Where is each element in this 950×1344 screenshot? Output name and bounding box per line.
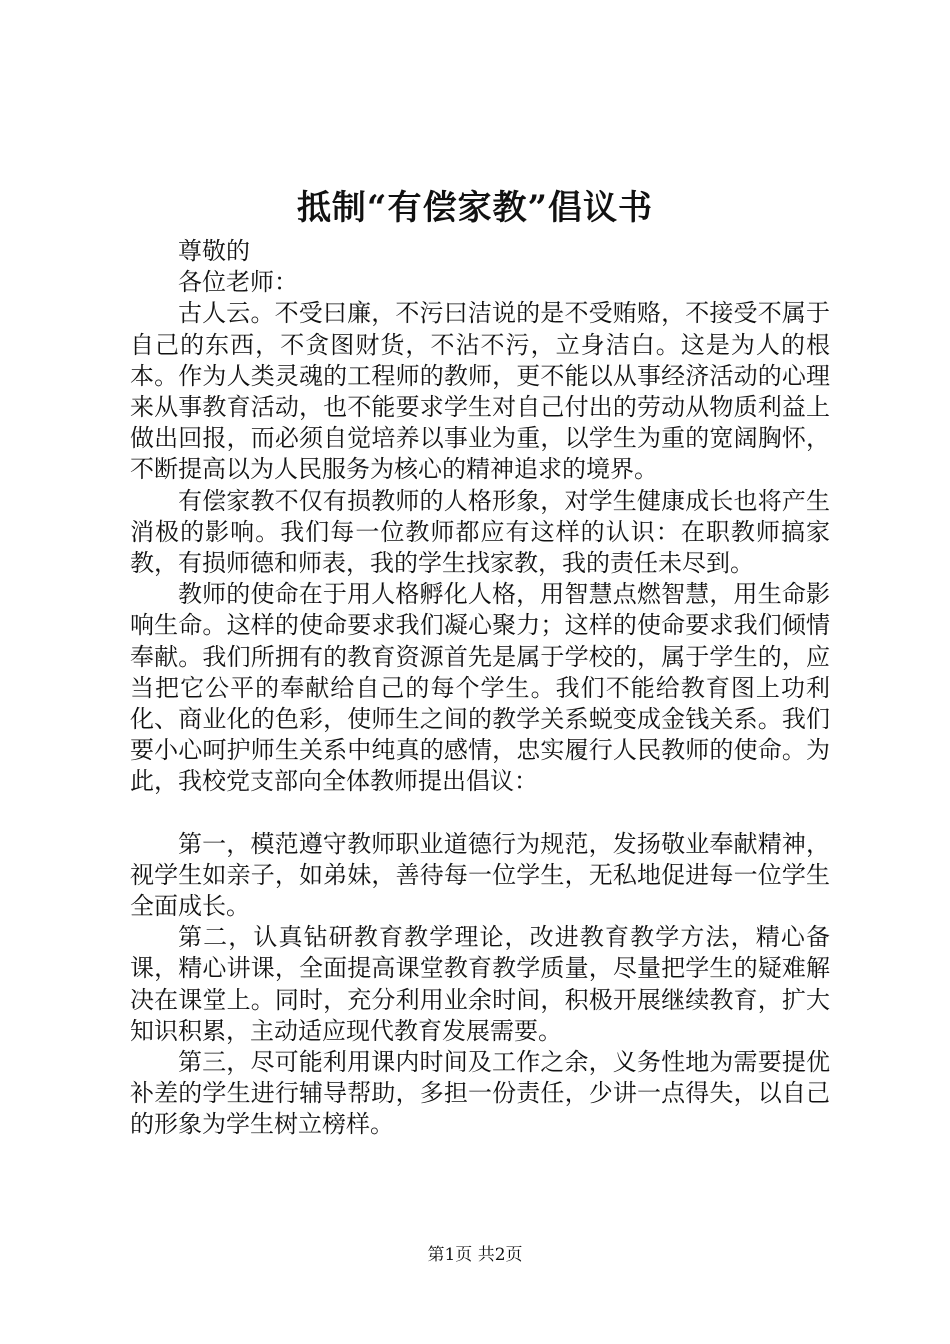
salutation-line-2: 各位老师： [178, 268, 298, 297]
document-body [130, 236, 830, 1141]
proposal-item-1: 第一，模范遵守教师职业道德行为规范，发扬敬业奉献精神，视学生如亲子，如弟妹，善待每一位学生，无私地促进每一位学生全面成长。 [130, 829, 830, 921]
page-number-footer: 第1页 共2页 [427, 1245, 523, 1265]
paragraph-intro: 古人云。不受曰廉，不污曰洁说的是不受贿赂，不接受不属于自己的东西，不贪图财货，不沾不污，立身洁白。这是为人的根本。作为人类灵魂的工程师的教师，更不能以从事经济活动的心理来从事教育活动，也不能要求学生对自己付出的劳动从物质利益上做出回报，而必须自觉培养以事业为重，以学生为重的宽阔胸怀，不断提高以为人民服务为核心的精神追求的境界。 [130, 299, 830, 484]
document-title: 抵制“有偿家教”倡议书 [296, 188, 654, 228]
paragraph-impact: 有偿家教不仅有损教师的人格形象，对学生健康成长也将产生消极的影响。我们每一位教师都应有这样的认识：在职教师搞家教，有损师德和师表，我的学生找家教，我的责任未尽到。 [130, 486, 830, 578]
salutation-line-1: 尊敬的 [178, 237, 250, 265]
proposal-item-2: 第二，认真钻研教育教学理论，改进教育教学方法，精心备课，精心讲课，全面提高课堂教育教学质量，尽量把学生的疑难解决在课堂上。同时，充分利用业余时间，积极开展继续教育，扩大知识积累，主动适应现代教育发展需要。 [130, 923, 830, 1045]
proposal-item-3: 第三，尽可能利用课内时间及工作之余，义务性地为需要提优补差的学生进行辅导帮助，多担一份责任，少讲一点得失，以自己的形象为学生树立榜样。 [130, 1048, 830, 1139]
paragraph-mission: 教师的使命在于用人格孵化人格，用智慧点燃智慧，用生命影响生命。这样的使命要求我们凝心聚力；这样的使命要求我们倾情奉献。我们所拥有的教育资源首先是属于学校的，属于学生的，应当把它公平的奉献给自己的每个学生。我们不能给教育图上功利化、商业化的色彩，使师生之间的教学关系蜕变成金钱关系。我们要小心呵护师生关系中纯真的感情，忠实履行人民教师的使命。为此，我校党支部向全体教师提出倡议： [130, 580, 830, 796]
